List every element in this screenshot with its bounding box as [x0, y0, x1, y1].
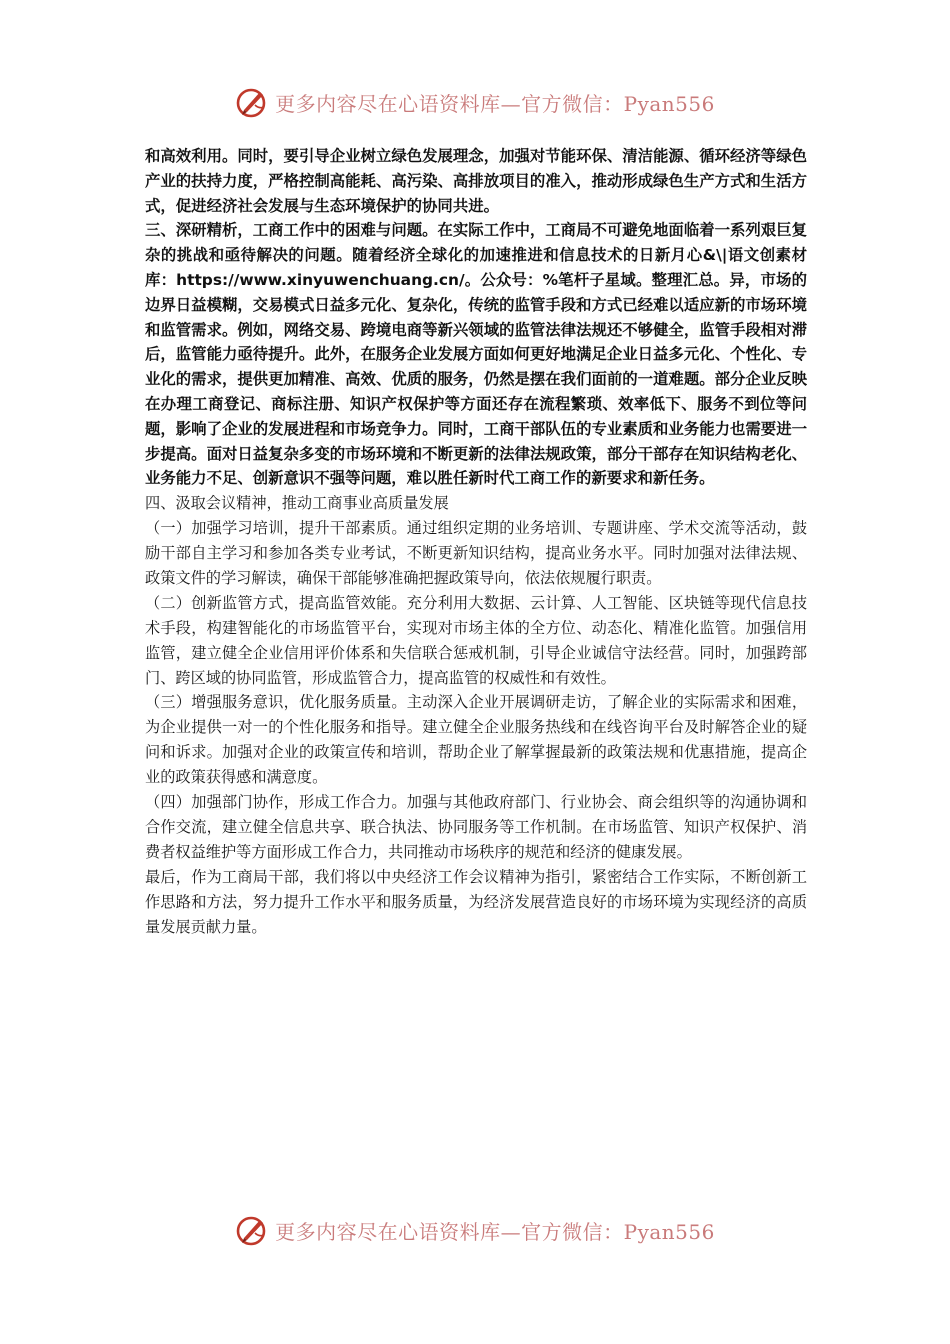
paragraph-section-three-problems: 三、深研精析，工商工作中的困难与问题。在实际工作中，工商局不可避免地面临着一系列艰巨复杂的挑战和亟待解决的问题。随着经济全球化的加速推进和信息技术的日新月心&\|语文创素材库：https://www.xinyuwenchuang.cn/。公众号：%笔杆子星域。整理汇总。异，市场的边界日益模糊，交易模式日益多元化、复杂化，传统的监管手段和方式已经难以适应新的市场环境和监管需求。例如，网络交易、跨境电商等新兴领域的监管法律法规还不够健全，监管手段相对滞后，监管能力亟待提升。此外，在服务企业发展方面如何更好地满足企业日益多元化、个性化、专业化的需求，提供更加精准、高效、优质的服务，仍然是摆在我们面前的一道难题。部分企业反映在办理工商登记、商标注册、知识产权保护等方面还存在流程繁琐、效率低下、服务不到位等问题，影响了企业的发展进程和市场竞争力。同时，工商干部队伍的专业素质和业务能力也需要进一步提高。面对日益复杂多变的市场环境和不断更新的法律法规政策，部分干部存在知识结构老化、业务能力不足、创新意识不强等问题，难以胜任新时代工商工作的新要求和新任务。	[145, 221, 807, 488]
paragraph-item-four-cooperation: （四）加强部门协作，形成工作合力。加强与其他政府部门、行业协会、商会组织等的沟通协调和合作交流，建立健全信息共享、联合执法、协同服务等工作机制。在市场监管、知识产权保护、消费者权益维护等方面形成工作合力，共同推动市场秩序的规范和经济的健康发展。	[145, 793, 807, 861]
paragraph-conclusion: 最后，作为工商局干部，我们将以中央经济工作会议精神为指引，紧密结合工作实际，不断创新工作思路和方法，努力提升工作水平和服务质量，为经济发展营造良好的市场环境为实现经济的高质量发展贡献力量。	[145, 867, 807, 936]
footer-banner	[0, 1210, 950, 1250]
footer-banner-text: 更多内容尽在心语资料库—官方微信：Pyan556	[275, 1219, 715, 1244]
document-body	[145, 144, 807, 939]
pen-circle-logo-icon	[235, 1213, 269, 1247]
header-banner-text: 更多内容尽在心语资料库—官方微信：Pyan556	[275, 91, 715, 116]
paragraph-item-one-training: （一）加强学习培训，提升干部素质。通过组织定期的业务培训、专题讲座、学术交流等活动，鼓励干部自主学习和参加各类专业考试，不断更新知识结构，提高业务水平。同时加强对法律法规、政策文件的学习解读，确保干部能够准确把握政策导向，依法依规履行职责。	[145, 519, 807, 587]
pen-circle-logo-icon	[235, 85, 269, 119]
paragraph-item-three-service: （三）增强服务意识，优化服务质量。主动深入企业开展调研走访，了解企业的实际需求和困难，为企业提供一对一的个性化服务和指导。建立健全企业服务热线和在线咨询平台及时解答企业的疑问和诉求。加强对企业的政策宣传和培训，帮助企业了解掌握最新的政策法规和优惠措施，提高企业的政策获得感和满意度。	[145, 693, 807, 787]
section-four-heading: 四、汲取会议精神，推动工商事业高质量发展	[145, 494, 449, 513]
paragraph-item-two-supervision: （二）创新监管方式，提高监管效能。充分利用大数据、云计算、人工智能、区块链等现代信息技术手段，构建智能化的市场监管平台，实现对市场主体的全方位、动态化、精准化监管。加强信用监管，建立健全企业信用评价体系和失信联合惩戒机制，引导企业诚信守法经营。同时，加强跨部门、跨区域的协同监管，形成监管合力，提高监管的权威性和有效性。	[145, 593, 807, 687]
paragraph-green-development: 和高效利用。同时，要引导企业树立绿色发展理念，加强对节能环保、清洁能源、循环经济等绿色产业的扶持力度，严格控制高能耗、高污染、高排放项目的准入，推动形成绿色生产方式和生活方式，促进经济社会发展与生态环境保护的协同共进。	[145, 147, 807, 215]
header-banner	[0, 82, 950, 122]
